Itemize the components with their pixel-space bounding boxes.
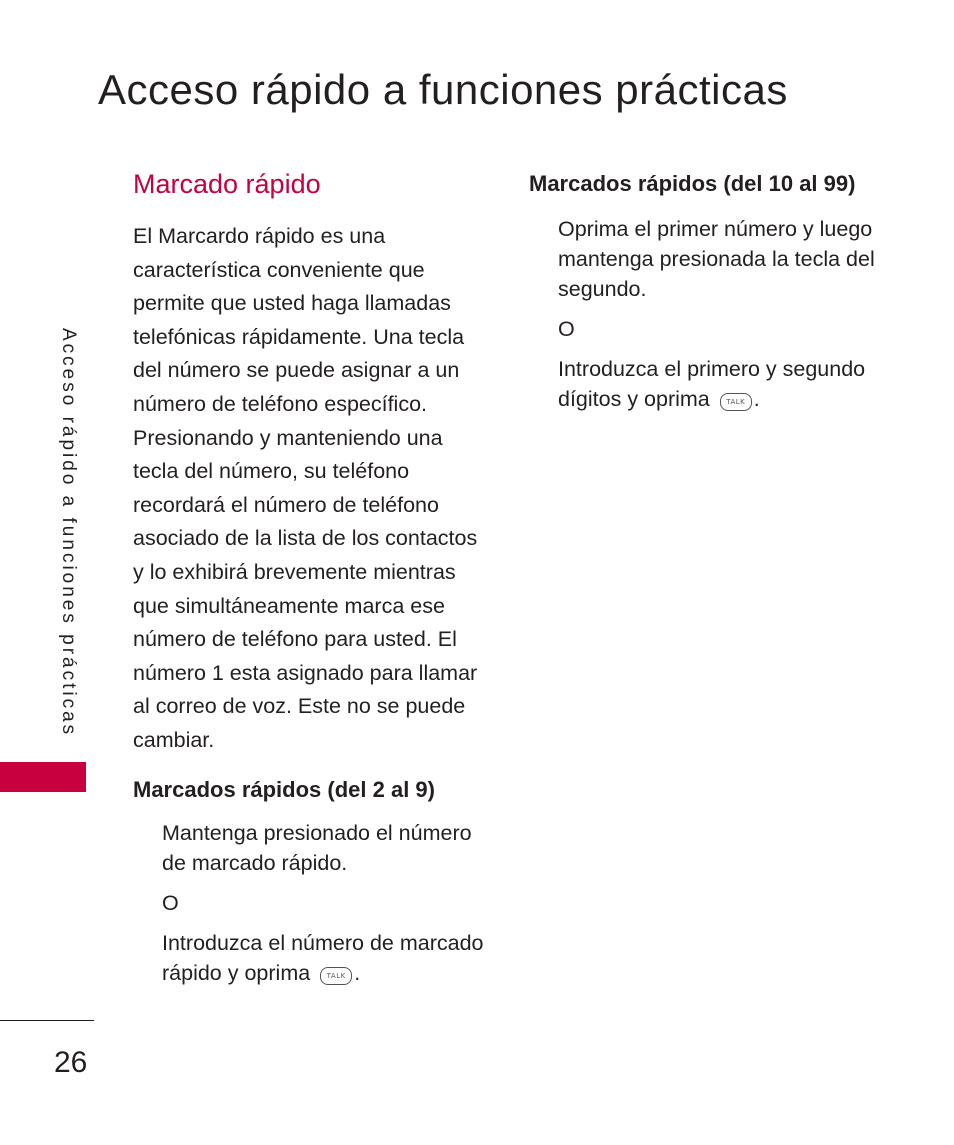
subheading-2-9: Marcados rápidos (del 2 al 9) xyxy=(133,776,435,802)
or-label: O xyxy=(162,890,179,915)
intro-paragraph: El Marcardo rápido es una característica conveniente que permite que usted haga llamadas telefónicas rápidamente. Una tecla del número se puede asignar a un número de teléfono específico. Presionando y manteniendo una tecla del número, su teléfono recordará el número de teléfono asociado de la lista de los contactos y lo exhibirá brevemente mientras que simultáneamente marca ese número de teléfono para usted. El número 1 esta asignado para llamar al correo de voz. Este no se puede cambiar. xyxy=(133,224,478,752)
step-press-first-number: Oprima el primer número y luego mantenga presionada la tecla del segundo. xyxy=(558,217,875,301)
talk-key-icon: TALK xyxy=(720,393,752,411)
step-hold-key: Mantenga presionado el número de marcado rápido. xyxy=(162,820,472,875)
step-end-period: . xyxy=(753,387,760,411)
section-heading: Marcado rápido xyxy=(133,169,321,199)
section-tab-marker xyxy=(0,762,86,792)
step-enter-text: Introduzca el número de marcado rápido y oprima xyxy=(162,930,484,985)
or-label: O xyxy=(558,317,575,341)
side-section-label: Acceso rápido a funciones prácticas xyxy=(58,328,79,738)
step-enter-digits-and-talk xyxy=(558,354,888,414)
right-column xyxy=(529,168,929,414)
footer-divider xyxy=(0,1020,94,1021)
talk-key-icon: TALK xyxy=(320,967,352,985)
step-end-period: . xyxy=(354,960,361,985)
page-title: Acceso rápido a funciones prácticas xyxy=(98,66,788,113)
left-column xyxy=(133,166,488,988)
page-number: 26 xyxy=(54,1046,88,1079)
step-enter-and-talk xyxy=(162,928,488,988)
step-enter-text: Introduzca el primero y segundo dígitos y oprima xyxy=(558,357,866,411)
subheading-10-99: Marcados rápidos (del 10 al 99) xyxy=(529,171,856,196)
speed-dial-2-9-block xyxy=(133,774,488,988)
